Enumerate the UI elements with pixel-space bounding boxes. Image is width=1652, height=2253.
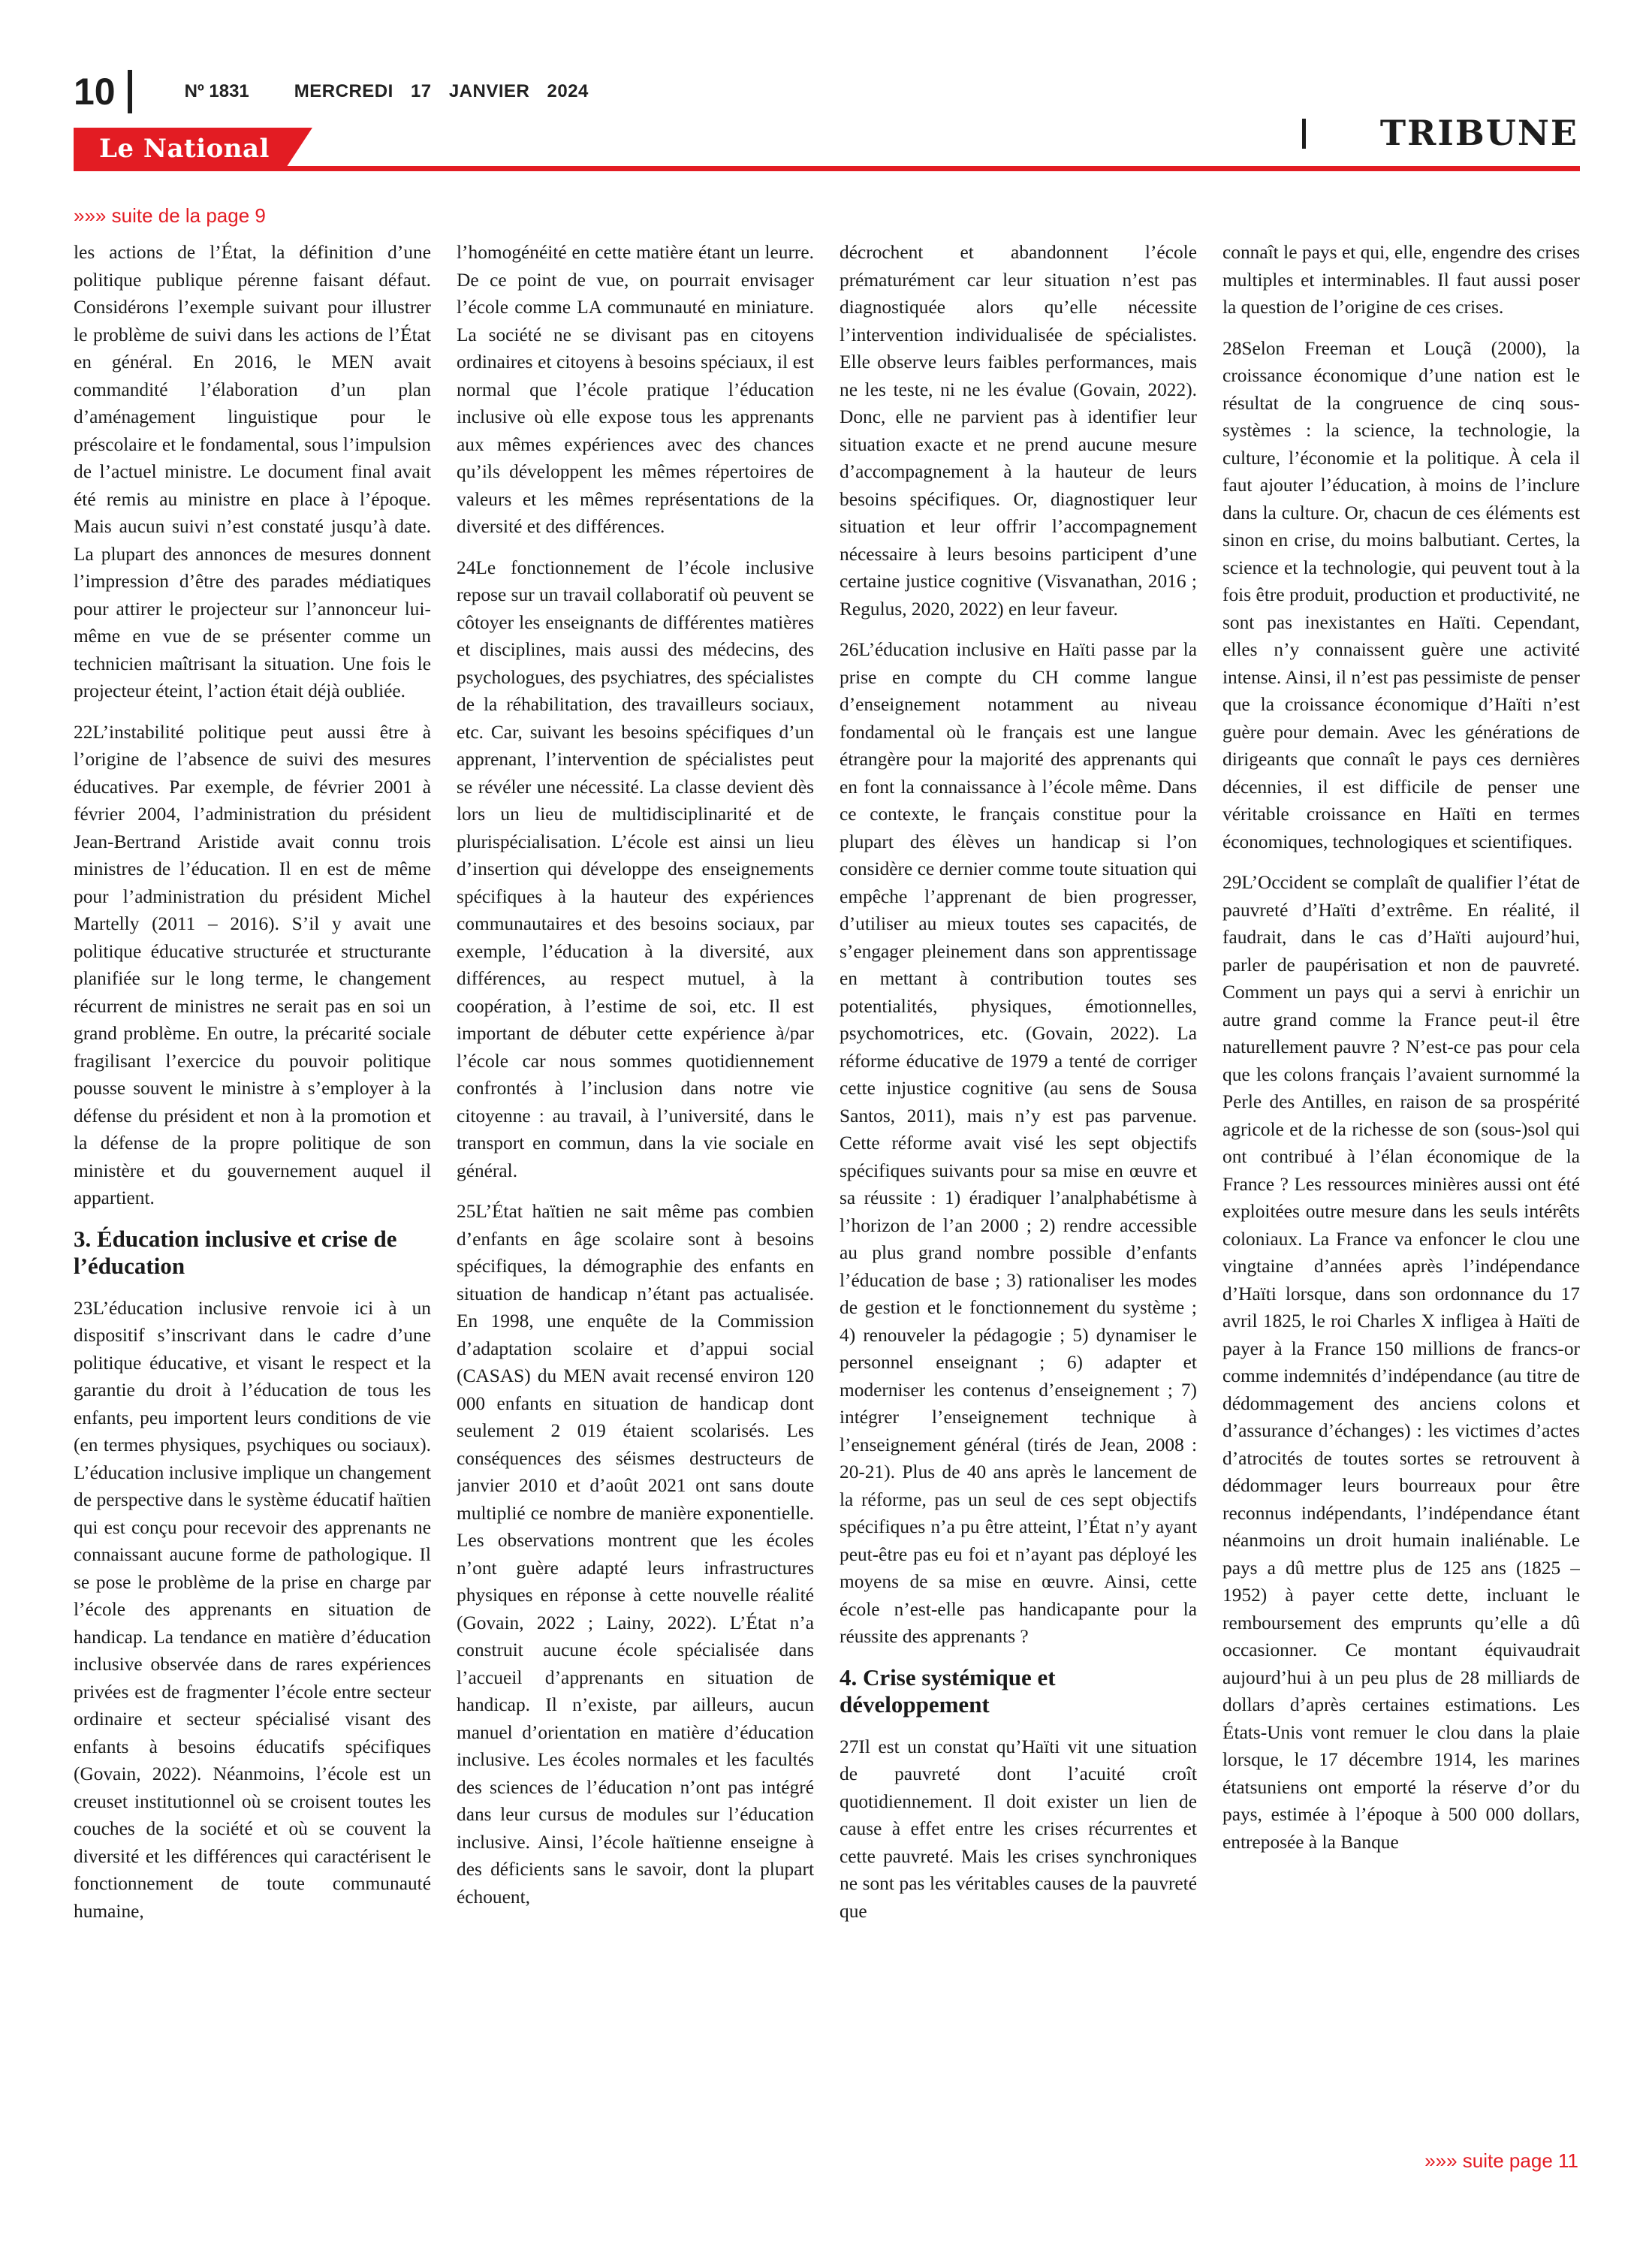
issue-date: MERCREDI 17 JANVIER 2024 (294, 81, 589, 101)
paragraph: l’homogénéité en cette matière étant un leurre. De ce point de vue, on pourrait envisager l’école comme LA communauté en miniature. La société ne se divisant pas en citoyens ordinaires et citoyens à besoins spéciaux, il est normal que l’école pratique l’éducation inclusive où elle expose tous les apprenants aux mêmes expériences avec des chances qu’ils développent les mêmes répertoires de valeurs et les mêmes représentations de la diversité et des différences. (457, 242, 814, 537)
article-column-3 (840, 239, 1197, 2146)
section-heading: 4. Crise systémique et développement (840, 1663, 1056, 1718)
paragraph: 26L’éducation inclusive en Haïti passe par la prise en compte du CH comme langue d’enseignement notamment au niveau fondamental où le français est une langue étrangère pour la majorité des apprenants qui en font la connaissance à l’école même. Dans ce contexte, le français constitue pour la plupart des élèves un handicap si l’on considère ce dernier comme toute situation qui empêche l’apprenant de bien progresser, d’utiliser au mieux toutes ses capacités, de s’engager pleinement dans son apprentissage en mettant à contribution toutes ses potentialités, physiques, émotionnelles, psychomotrices, etc. (Govain, 2022). La réforme éducative de 1979 a tenté de corriger cette injustice cognitive (au sens de Sousa Santos, 2011), mais n’y est pas parvenue. Cette réforme avait visé les sept objectifs spécifiques suivants pour sa mise en œuvre et sa réussite : 1) éradiquer l’analphabétisme à l’horizon de l’an 2000 ; 2) rendre accessible au plus grand nombre possible d’enfants l’éducation de base ; 3) rationaliser les modes de gestion et le fonctionnement du système ; 4) renouveler la pédagogie ; 5) dynamiser le personnel enseignant ; 6) adapter et moderniser les contenus d’enseignement ; 7) intégrer l’enseignement technique à l’enseignement général (tirés de Jean, 2008 : 20-21). Plus de 40 ans après le lancement de la réforme, pas un seul de ces sept objectifs spécifiques n’a pu être atteint, l’État n’y ayant peut-être pas eu foi et n’ayant pas déployé les moyens de sa mise en œuvre. Ainsi, cette école n’est-elle pas handicapante pour la réussite des apprenants ? (840, 639, 1197, 1647)
paragraph: 24Le fonctionnement de l’école inclusive repose sur un travail collaboratif où peuvent se côtoyer les enseignants de différentes matières et disciplines, mais aussi des médecins, des psychologues, des psychiatres, des spécialistes de la réhabilitation, des travailleurs sociaux, etc. Car, suivant les besoins spécifiques d’un apprenant, l’intervention de spécialistes peut se révéler une nécessité. La classe devient dès lors un lieu de multidisciplinarité et de plurispécialisation. L’école est ainsi un lieu d’insertion qui développe des enseignements spécifiques à la hauteur des expériences communautaires et des besoins sociaux, par exemple, l’éducation à la diversité, aux différences, au respect mutuel, à la coopération, à l’estime de soi, etc. Il est important de débuter cette expérience à/par l’école car nous sommes quotidiennement confrontés à l’inclusion dans notre vie citoyenne : au travail, à l’université, dans le transport en commun, dans la vie sociale en général. (457, 556, 814, 1181)
paragraph: 25L’État haïtien ne sait même pas combien d’enfants en âge scolaire sont à besoins spécifiques, la démographie des enfants en situation de handicap n’étant pas actualisée. En 1998, une enquête de la Commission d’adaptation scolaire et d’appui social (CASAS) du MEN avait recensé environ 120 000 enfants en situation de handicap dont seulement 2 019 étaient scolarisés. Les conséquences des séismes destructeurs de janvier 2010 et d’août 2021 ont sans doute multiplié ce nombre de manière exponentielle. Les observations montrent que les écoles n’ont guère adapté leurs infrastructures physiques en réponse à cette nouvelle réalité (Govain, 2022 ; Lainy, 2022). L’État n’a construit aucune école spécialisée dans l’accueil d’apprenants en situation de handicap. Il n’existe, par ailleurs, aucun manuel d’orientation en matière d’éducation inclusive. Les écoles normales et les facultés des sciences de l’éducation n’ont pas intégré dans leur cursus de modules sur l’éducation inclusive. Ainsi, l’école haïtienne enseigne à des déficients sans le savoir, dont la plupart échouent, (457, 1201, 814, 1908)
section-title: TRIBUNE (1379, 113, 1578, 153)
page-number: 10 (74, 71, 116, 113)
header-rule (74, 166, 1580, 171)
continued-from-link[interactable]: »»» suite de la page 9 (74, 204, 266, 227)
article-column-4 (1222, 239, 1580, 2146)
paragraph: 22L’instabilité politique peut aussi être à l’origine de l’absence de suivi des mesures éducatives. Par exemple, de février 2001 à février 2004, l’administration du président Jean-Bertrand Aristide avait connu trois ministres de l’éducation. Il en est de même pour l’administration du président Michel Martelly (2011 – 2016). S’il y avait une politique éducative structurée et structurante planifiée sur le long terme, le changement récurrent de ministres ne serait pas en soi un grand problème. En outre, la précarité sociale fragilisant l’exercice du pouvoir politique pousse souvent le ministre à s’employer à la défense du président et non à la promotion et la défense de la propre politique de son ministère et du gouvernement auquel il appartient. (74, 721, 431, 1208)
paragraph: connaît le pays et qui, elle, engendre des crises multiples et interminables. Il faut aussi poser la question de l’origine de ces crises. (1222, 242, 1580, 318)
section-divider (1302, 119, 1306, 149)
paragraph: 23L’éducation inclusive renvoie ici à un dispositif s’inscrivant dans le cadre d’une politique éducative, et visant le respect et la garantie du droit à l’éducation de tous les enfants, peu importent leurs conditions de vie (en termes physiques, psychiques ou sociaux). L’éducation inclusive implique un changement de perspective dans le système éducatif haïtien qui est conçu pour recevoir des apprenants ne connaissant aucune forme de pathologique. Il se pose le problème de la prise en charge par l’école des apprenants en situation de handicap. La tendance en matière d’éducation inclusive observée dans de rares expériences privées est de fragmenter l’école entre secteur ordinaire et secteur spécialisé visant des enfants à besoins éducatifs spécifiques (Govain, 2022). Néanmoins, l’école est un creuset institutionnel où se croisent toutes les couches de la société et où se couvent la diversité et les différences qui caractérisent le fonctionnement de toute communauté humaine, (74, 1297, 431, 1922)
issue-number: Nº 1831 (184, 81, 249, 101)
paragraph: décrochent et abandonnent l’école prématurément car leur situation n’est pas diagnostiquée alors qu’elle nécessite l’intervention individualisée de spécialistes. Elle observe leurs faibles performances, mais ne les teste, ni ne les évalue (Govain, 2022). Donc, elle ne parvient pas à identifier leur situation exacte et ne prend aucune mesure d’accompagnement à la hauteur de leurs besoins spécifiques. Or, diagnostiquer leur situation et leur offrir l’accompagnement nécessaire à leurs besoins participent d’une certaine justice cognitive (Visvanathan, 2016 ; Regulus, 2020, 2022) en leur faveur. (840, 242, 1197, 620)
paragraph: 27Il est un constat qu’Haïti vit une situation de pauvreté dont l’acuité croît quotidiennement. Il doit exister un lien de cause à effet entre les crises récurrentes et cette pauvreté. Mais les crises synchroniques ne sont pas les véritables causes de la pauvreté que (840, 1736, 1197, 1922)
masthead (74, 69, 589, 114)
paragraph: 29L’Occident se complaît de qualifier l’état de pauvreté d’Haïti d’extrême. En réalité, il faudrait, dans le cas d’Haïti aujourd’hui, parler de paupérisation et non de pauvreté. Comment un pays qui a servi à enrichir un autre grand comme la France peut-il être naturellement pauvre ? N’est-ce pas pour cela que les colons français l’avaient surnommé la Perle des Antilles, en raison de sa prospérité agricole et de la richesse de son (sous-)sol qui ont contribué à l’élan économique de la France ? Les ressources minières aussi ont été exploitées outre mesure dans les seuls intérêts coloniaux. La France va enfoncer le clou une vingtaine d’années après l’indépendance d’Haïti lorsque, dans son ordonnance du 17 avril 1825, le roi Charles X infligea à Haïti de payer à la France 150 millions de francs-or comme indemnités d’indépendance (au titre de dédommagement des anciens colons et d’assurance d’échanges) : les victimes d’actes d’atrocités de toutes sortes se retrouvent à dédommager leurs bourreaux pour être reconnus indépendants, l’indépendance étant néanmoins un droit humain inaliénable. Le pays a dû mettre plus de 125 ans (1825 – 1952) à payer cette dette, incluant le remboursement des emprunts qu’elle a dû occasionner. Ce montant équivaudrait aujourd’hui à un peu plus de 28 milliards de dollars d’après certaines estimations. Les États-Unis vont remuer le clou dans la plaie lorsque, le 17 décembre 1914, les marines étatsuniens ont emporté la réserve d’or du pays, estimée à l’époque à 500 000 dollars, entreposée à la Banque (1222, 872, 1580, 1853)
newspaper-name: Le National (99, 134, 270, 164)
article-body (74, 239, 1580, 2146)
paragraph: 28Selon Freeman et Louçã (2000), la croissance économique d’une nation est le résultat de la congruence de cinq sous-systèmes : la science, la technologie, la culture, l’économie et la politique. À cela il faut ajouter l’éducation, à moins de l’inclure dans la culture. Or, chacun de ces éléments est sinon en crise, du moins balbutiant. Certes, la science et la technologie, qui peuvent tout à la fois être produit, production et productivité, ne sont pas inexistantes en Haïti. Cependant, elles n’y connaissent guère une activité intense. Ainsi, il n’est pas pessimiste de penser que la croissance économique d’Haïti n’est guère pour demain. Avec les générations de dirigeants que connaît le pays ces dernières décennies, il est difficile de penser une véritable croissance en Haïti en termes économiques, technologiques et scientifiques. (1222, 337, 1580, 852)
header-divider (128, 70, 132, 113)
article-column-2 (457, 239, 814, 2146)
article-column-1 (74, 239, 431, 2146)
brand-band (74, 128, 1580, 171)
continued-to-link[interactable]: »»» suite page 11 (1424, 2149, 1578, 2172)
paragraph: les actions de l’État, la définition d’une politique publique pérenne faisant défaut. Considérons l’exemple suivant pour illustrer le problème de suivi dans les actions de l’État en général. En 2016, le MEN avait commandité l’élaboration d’un plan d’aménagement linguistique pour le préscolaire et le fondamental, sous l’impulsion de l’actuel ministre. Le document final avait été remis au ministre en place à l’époque. Mais aucun suivi n’est constaté jusqu’à date. La plupart des annonces de mesures donnent l’impression d’être des parades médiatiques pour attirer le projecteur sur l’annonceur lui-même en vue de se présenter comme un technicien maîtrisant la situation. Une fois le projecteur éteint, l’action était déjà oubliée. (74, 242, 431, 701)
section-heading: 3. Éducation inclusive et crise de l’éducation (74, 1225, 397, 1279)
